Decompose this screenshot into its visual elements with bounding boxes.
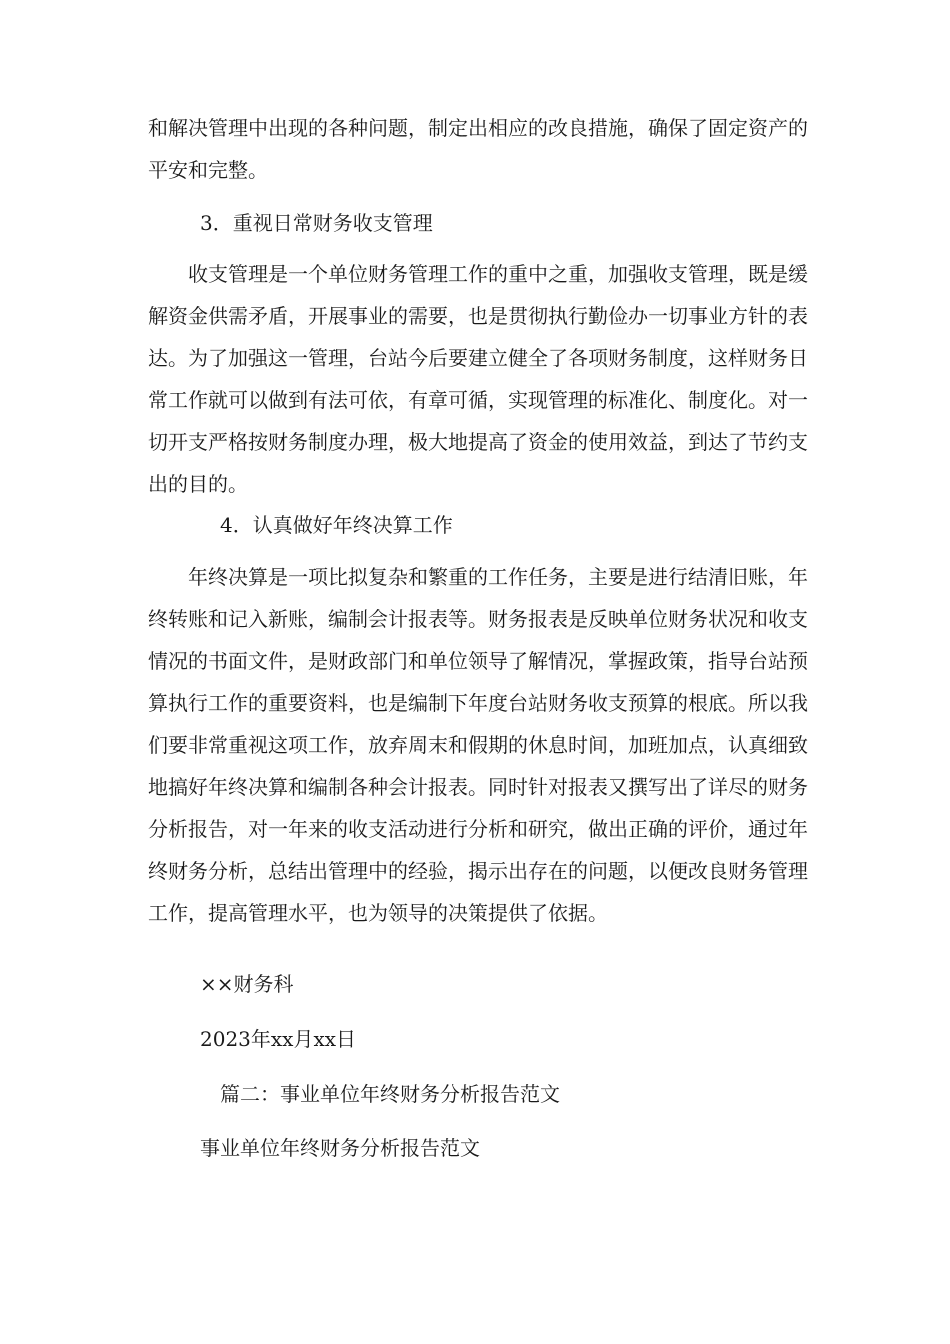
signature-organization: ××财务科 <box>200 972 294 996</box>
heading-daily-finance-management: 3．重视日常财务收支管理 <box>200 211 433 235</box>
section-title: 篇二：事业单位年终财务分析报告范文 <box>220 1082 560 1106</box>
signature-date: 2023年xx月xx日 <box>200 1027 357 1051</box>
heading-year-end-settlement: 4．认真做好年终决算工作 <box>220 513 453 537</box>
article-title: 事业单位年终财务分析报告范文 <box>200 1136 480 1160</box>
paragraph-fixed-assets-continuation: 和解决管理中出现的各种问题，制定出相应的改良措施，确保了固定资产的平安和完整。 <box>148 116 808 182</box>
paragraph-year-end-settlement: 年终决算是一项比拟复杂和繁重的工作任务，主要是进行结清旧账，年终转账和记入新账，编制会计报表等。财务报表是反映单位财务状况和收支情况的书面文件，是财政部门和单位领导了解情况，掌握政策，指导台站预算执行工作的重要资料，也是编制下年度台站财务收支预算的根底。所以我们要非常重视这项工作，放弃周末和假期的休息时间，加班加点，认真细致地搞好年终决算和编制各种会计报表。同时针对报表又撰写出了详尽的财务分析报告，对一年来的收支活动进行分析和研究，做出正确的评价，通过年终财务分析，总结出管理中的经验，揭示出存在的问题，以便改良财务管理工作，提高管理水平，也为领导的决策提供了依据。 <box>148 565 808 925</box>
paragraph-income-expenditure-management: 收支管理是一个单位财务管理工作的重中之重，加强收支管理，既是缓解资金供需矛盾，开展事业的需要，也是贯彻执行勤俭办一切事业方针的表达。为了加强这一管理，台站今后要建立健全了各项财务制度，这样财务日常工作就可以做到有法可依，有章可循，实现管理的标准化、制度化。对一切开支严格按财务制度办理，极大地提高了资金的使用效益，到达了节约支出的目的。 <box>148 262 808 496</box>
